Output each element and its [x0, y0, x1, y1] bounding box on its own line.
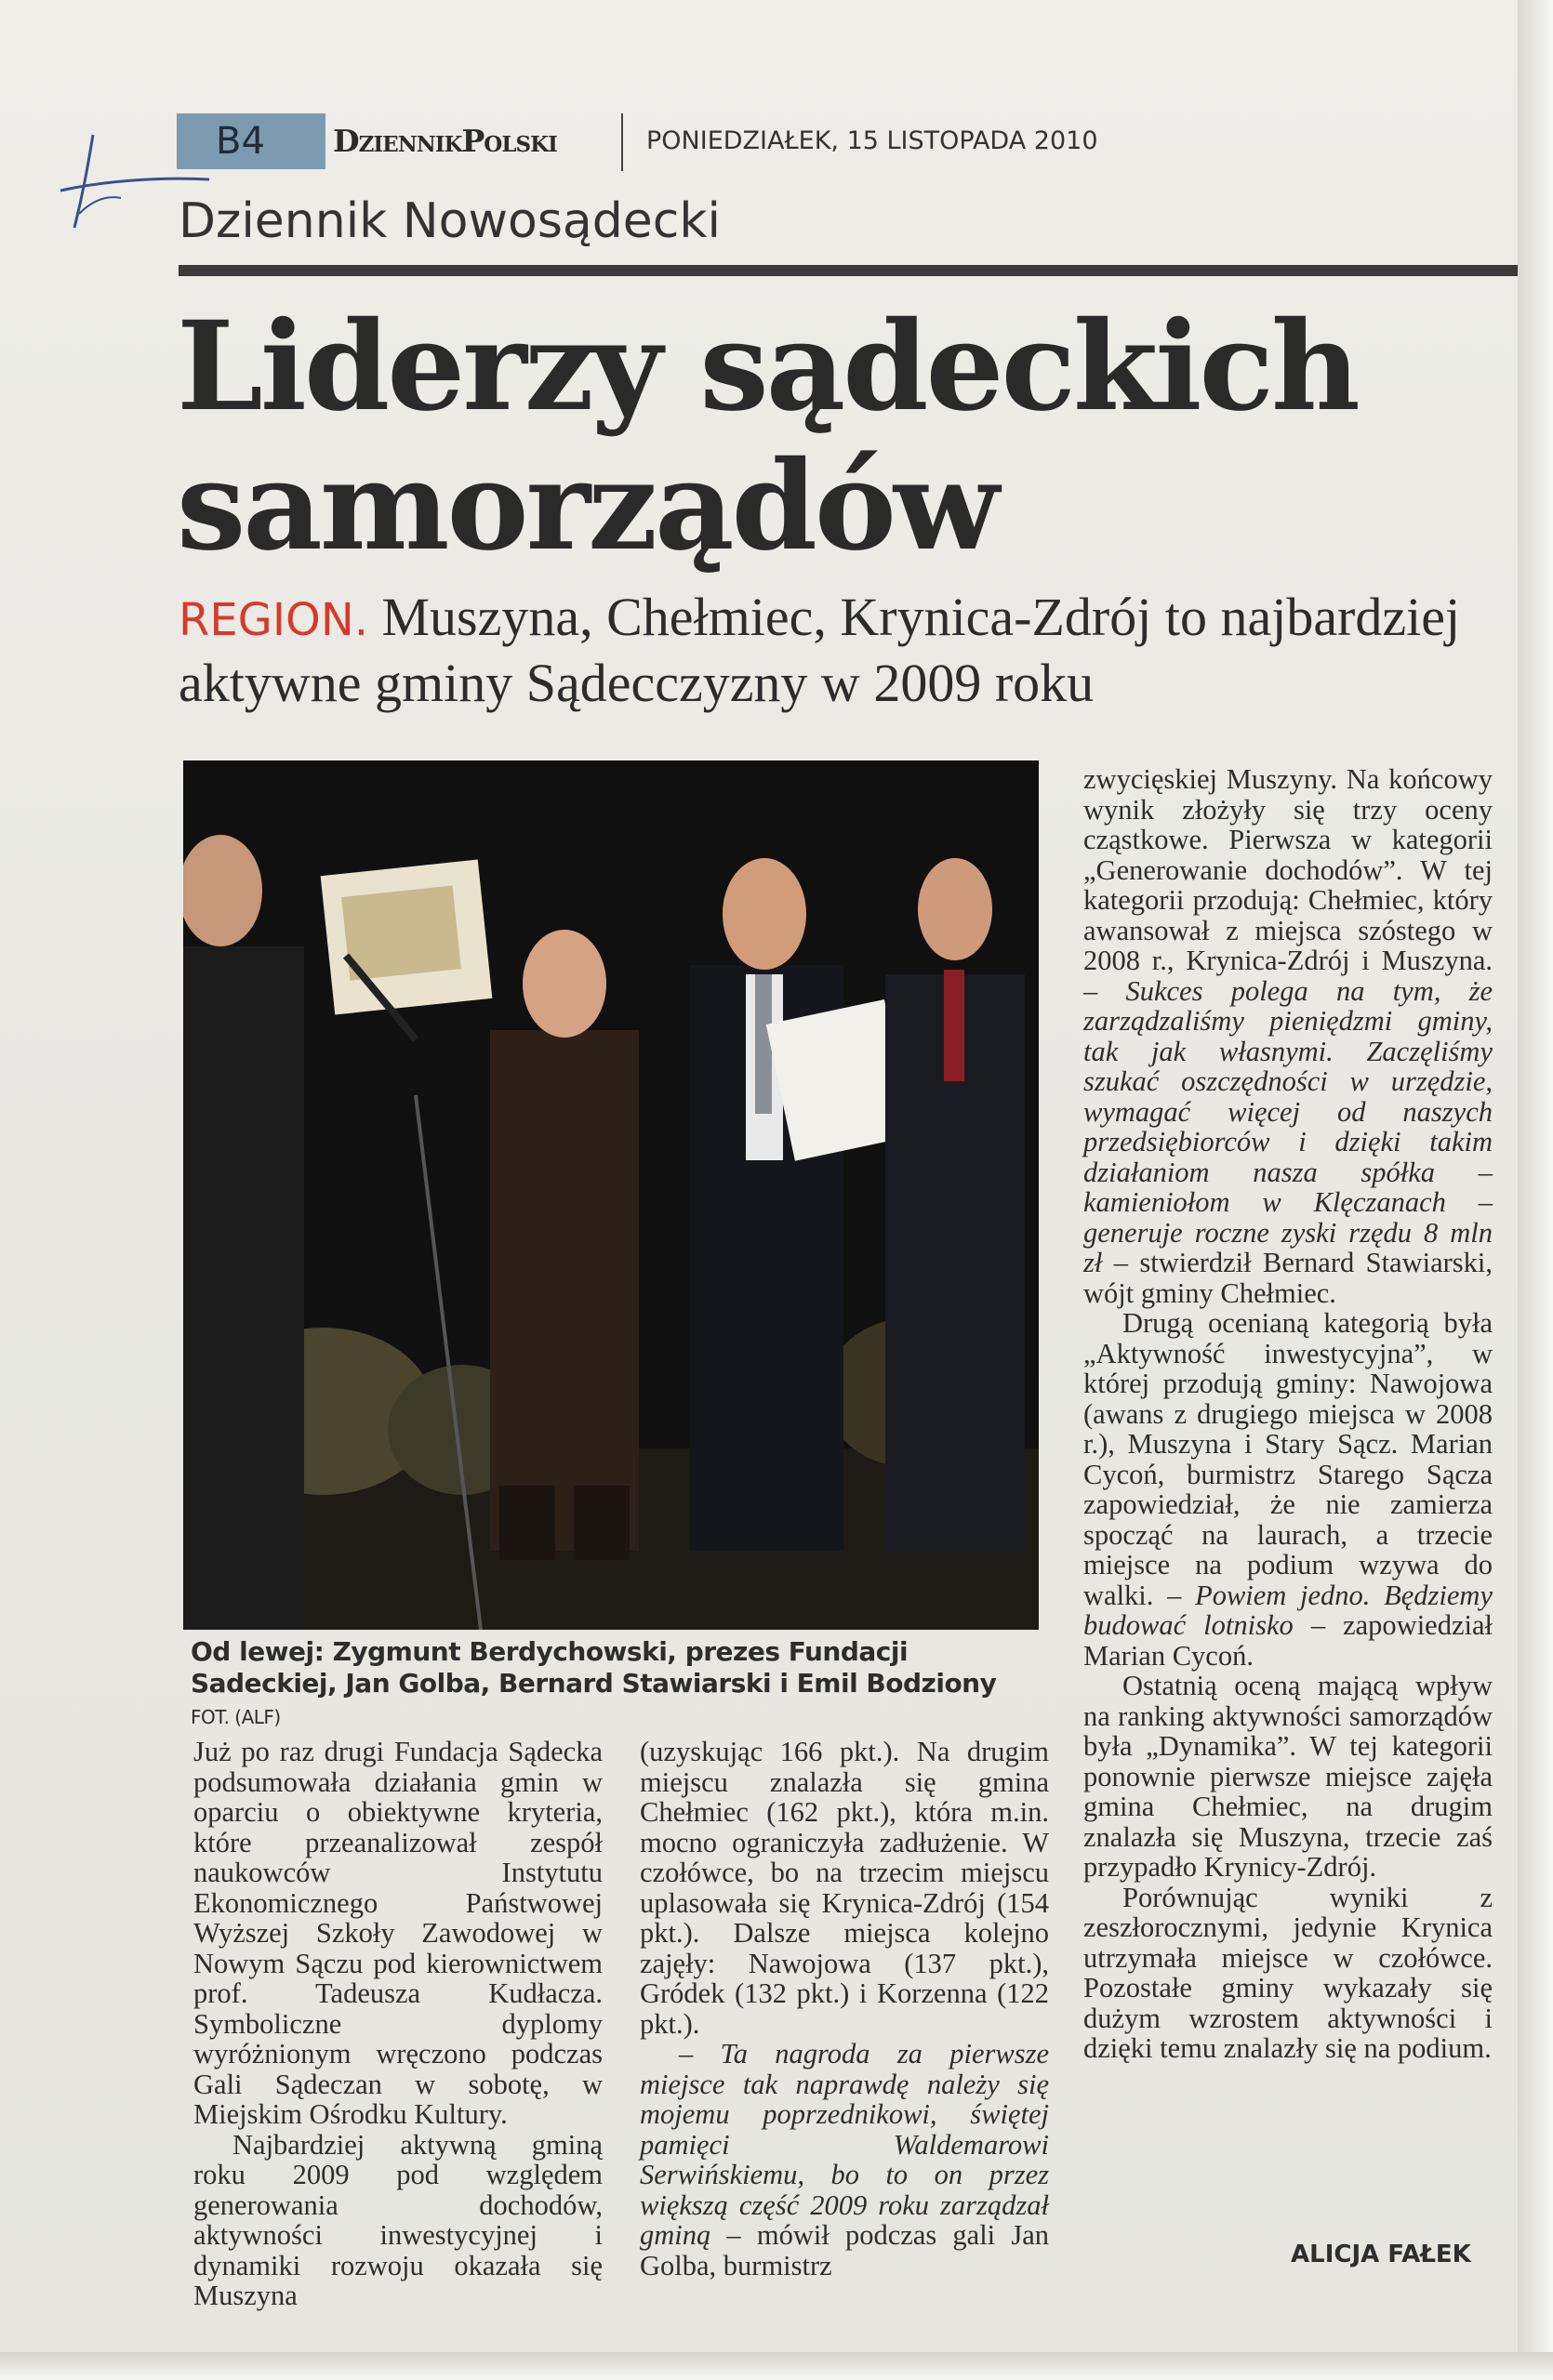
page-header	[177, 113, 1525, 171]
paragraph	[1083, 1308, 1493, 1671]
paper-edge	[1518, 0, 1553, 2380]
section-title: Dziennik Nowosądecki	[179, 193, 721, 249]
paragraph	[1083, 764, 1493, 1308]
deck-region: REGION.	[179, 594, 368, 646]
headline	[177, 295, 1497, 578]
paragraph: Już po raz drugi Fundacja Sądecka podsumowała działania gmin w oparciu o obiektywne kryteria, które przeanalizował zespół naukowców Instytutu Ekonomicznego Państwowej Wyższej Szkoły Zawodowej w Nowym Sączu pod kierownictwem prof. Tadeusza Kudłacza. Symboliczne dyplomy wyróżnionym wręczono podczas Gali Sądeczan w sobotę, w Miejskim Ośrodku Kultury.	[193, 1736, 603, 2130]
photo-caption	[191, 1636, 1037, 1733]
issue-date: PONIEDZIAŁEK, 15 LISTOPADA 2010	[646, 126, 1098, 155]
quote: – Sukces polega na tym, że zarządzaliśmy pieniędzmi gminy, tak jak własnymi. Zaczęliśmy szukać oszczędności w urzędzie, wymagać więcej od naszych przedsiębiorców i dzięki takim działaniom nasza spółka – kamieniołom w Klęczanach – generuje roczne zyski rzędu 8 mln zł	[1083, 974, 1493, 1278]
quote: – Ta nagroda za pierwsze miejsce tak naprawdę należy się mojemu poprzednikowi, świętej pamięci Waldemarowi Serwińskiemu, bo to on przez większą część 2009 roku zarządzał gminą	[640, 2038, 1049, 2251]
caption-text: Od lewej: Zygmunt Berdychowski, prezes Fundacji Sadeckiej, Jan Golba, Bernard Stawiarski i Emil Bodziony	[191, 1636, 997, 1699]
text: Drugą ocenianą kategorią była „Aktywność inwestycyjna”, w której przodują gminy: Nawojowa (awans z drugiego miejsca w 2008 r.), Muszyna i Stary Sącz. Marian Cycoń, burmistrz Starego Sącza zapowiedział, że nie zamierza spocząć na laurach, a trzecie miejsce na podium wzywa do walki.	[1083, 1307, 1493, 1611]
headline-line-1: Liderzy sądeckich	[177, 295, 1358, 439]
paragraph: Ostatnią oceną mającą wpływ na ranking aktywności samorządów była „Dynamika”. W tej kategorii ponownie pierwsze miejsce zajęła gmina Chełmiec, na drugim znalazła się Muszyna, trzecie zaś przypadło Krynicy-Zdrój.	[1083, 1670, 1493, 1883]
article-photo	[183, 760, 1039, 1630]
paragraph	[640, 2039, 1049, 2281]
masthead: DziennikPolski	[333, 123, 557, 159]
attribution: – stwierdził Bernard Stawiarski, wójt gminy Chełmiec.	[1083, 1247, 1493, 1309]
article-column-2	[640, 1737, 1049, 2281]
deck-text: Muszyna, Chełmiec, Krynica-Zdrój to najbardziej aktywne gminy Sądecczyzny w 2009 roku	[179, 587, 1461, 713]
headline-line-2: samorządów	[177, 434, 997, 578]
attribution: – mówił podczas gali Jan Golba, burmistrz	[640, 2219, 1049, 2281]
paragraph: Porównując wyniki z zeszłorocznymi, jedynie Krynica utrzymała miejsce w czołówce. Pozostałe gminy wykazały się dużym wzrostem aktywności i dzięki temu znalazły się na podium.	[1083, 1881, 1493, 2064]
text: zwycięskiej Muszyny. Na końcowy wynik złożyły się trzy oceny cząstkowe. Pierwsza w kategorii „Generowanie dochodów”. W tej kategorii przodują: Chełmiec, który awansował z miejsca szóstego w 2008 r., Krynica-Zdrój i Muszyna.	[1083, 763, 1493, 976]
article-column-3	[1083, 764, 1493, 2064]
deck	[179, 586, 1508, 715]
page-number-tab: B4	[177, 113, 325, 169]
paragraph: (uzyskując 166 pkt.). Na drugim miejscu znalazła się gmina Chełmiec (162 pkt.), która m.in. mocno ograniczyła zadłużenie. W czołówce, bo na trzecim miejscu uplasowała się Krynica-Zdrój (154 pkt.). Dalsze miejsca kolejno zajęły: Nawojowa (137 pkt.), Gródek (132 pkt.) i Korzenna (122 pkt.).	[640, 1736, 1049, 2040]
paper-edge-bottom	[0, 2352, 1553, 2380]
quote: – Powiem jedno. Będziemy budować lotnisko	[1083, 1579, 1493, 1641]
paragraph: Najbardziej aktywną gminą roku 2009 pod względem generowania dochodów, aktywności inwestycyjnej i dynamiki rozwoju okazała się Muszyna	[193, 2128, 603, 2311]
header-divider	[621, 113, 623, 171]
attribution: – zapowiedział Marian Cycoń.	[1083, 1609, 1493, 1672]
photo-credit: FOT. (ALF)	[191, 1706, 281, 1728]
byline: ALICJA FAŁEK	[1291, 2241, 1471, 2268]
section-rule	[179, 265, 1518, 276]
article-column-1	[193, 1737, 603, 2311]
